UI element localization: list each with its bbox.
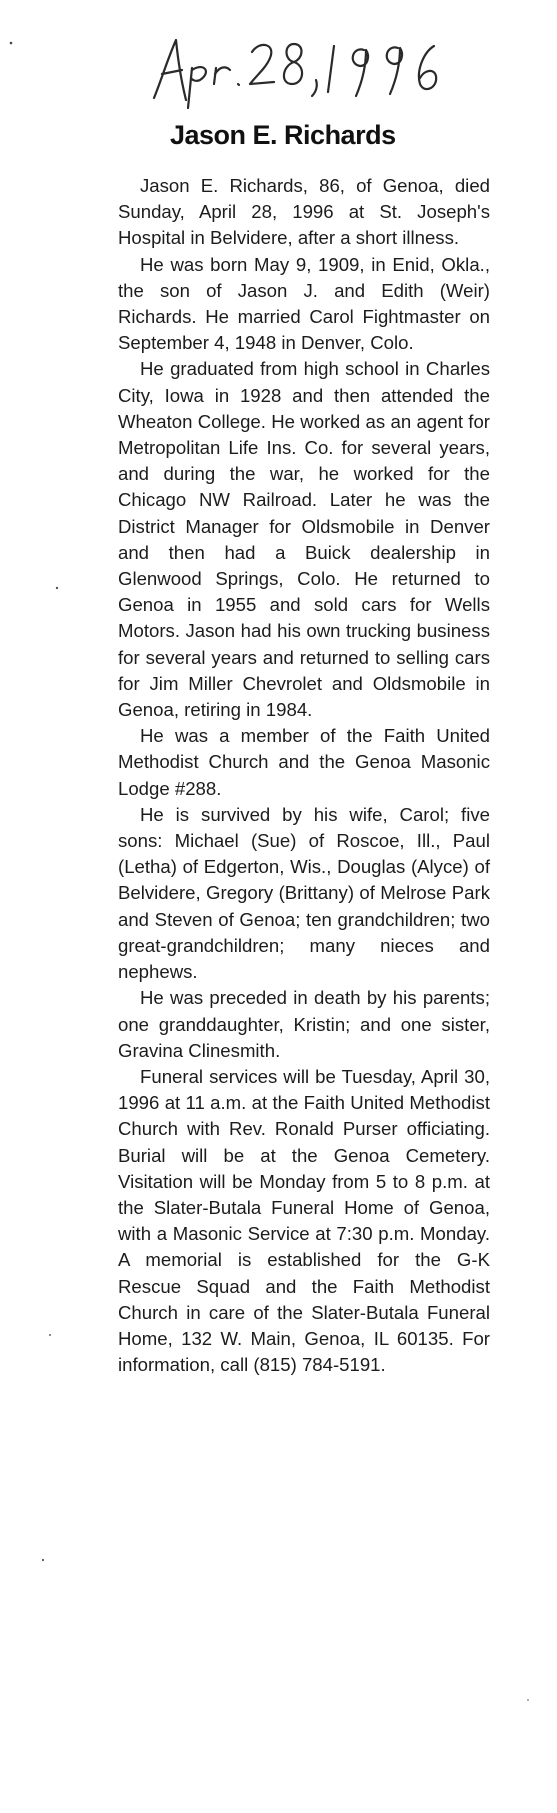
obituary-headline: Jason E. Richards <box>170 120 396 150</box>
paragraph-career: He graduated from high school in Charles City, Iowa in 1928 and then attended the Wheaton College. He worked as an agent for Metropolitan Life Ins. Co. for several years, and during the war, he worked for the Chicago NW Railroad. Later he was the District Manager for Oldsmobile in Denver and then had a Buick dealership in Glenwood Springs, Colo. He returned to Genoa in 1955 and sold cars for Wells Motors. Jason had his own trucking business for several years and returned to selling cars for Jim Miller Chevrolet and Oldsmobile in Genoa, retiring in 1984. <box>118 358 490 721</box>
paragraph-death-notice: Jason E. Richards, 86, of Genoa, died Sunday, April 28, 1996 at St. Joseph's Hospital in Belvidere, after a short illness. <box>118 175 490 249</box>
scan-speck <box>10 42 13 45</box>
handwritten-date-annotation <box>148 30 448 110</box>
handwritten-date <box>148 30 448 110</box>
paragraph-survivors: He is survived by his wife, Carol; five sons: Michael (Sue) of Roscoe, Ill., Paul (Letha) of Edgerton, Wis., Douglas (Alyce) of Belvidere, Gregory (Brittany) of Melrose Park and Steven of Genoa; ten grandchildren; two great-grandchildren; many nieces and nephews. <box>118 803 490 983</box>
paragraph-birth-marriage: He was born May 9, 1909, in Enid, Okla., the son of Jason J. and Edith (Weir) Richards. He married Carol Fightmaster on September 4, 1948 in Denver, Colo. <box>118 253 490 354</box>
paragraph-services: Funeral services will be Tuesday, April 30, 1996 at 11 a.m. at the Faith United Methodist Church with Rev. Ronald Purser officiating. Burial will be at the Genoa Cemetery. Visitation will be Monday from 5 to 8 p.m. at the Slater-Butala Funeral Home of Genoa, with a Masonic Service at 7:30 p.m. Monday. A memorial is established for the G-K Rescue Squad and the Faith Methodist Church in care of the Slater-Butala Funeral Home, 132 W. Main, Genoa, IL 60135. For information, call (815) 784-5191. <box>118 1065 490 1376</box>
paragraph-memberships: He was a member of the Faith United Methodist Church and the Genoa Masonic Lodge #288. <box>118 725 490 799</box>
scan-speck <box>56 587 58 589</box>
obituary-body <box>118 173 490 1378</box>
scan-speck <box>42 1559 44 1561</box>
paragraph-preceded: He was preceded in death by his parents; one granddaughter, Kristin; and one sister, Gravina Clinesmith. <box>118 987 490 1061</box>
scan-speck <box>49 1334 51 1336</box>
scan-speck <box>527 1699 529 1701</box>
